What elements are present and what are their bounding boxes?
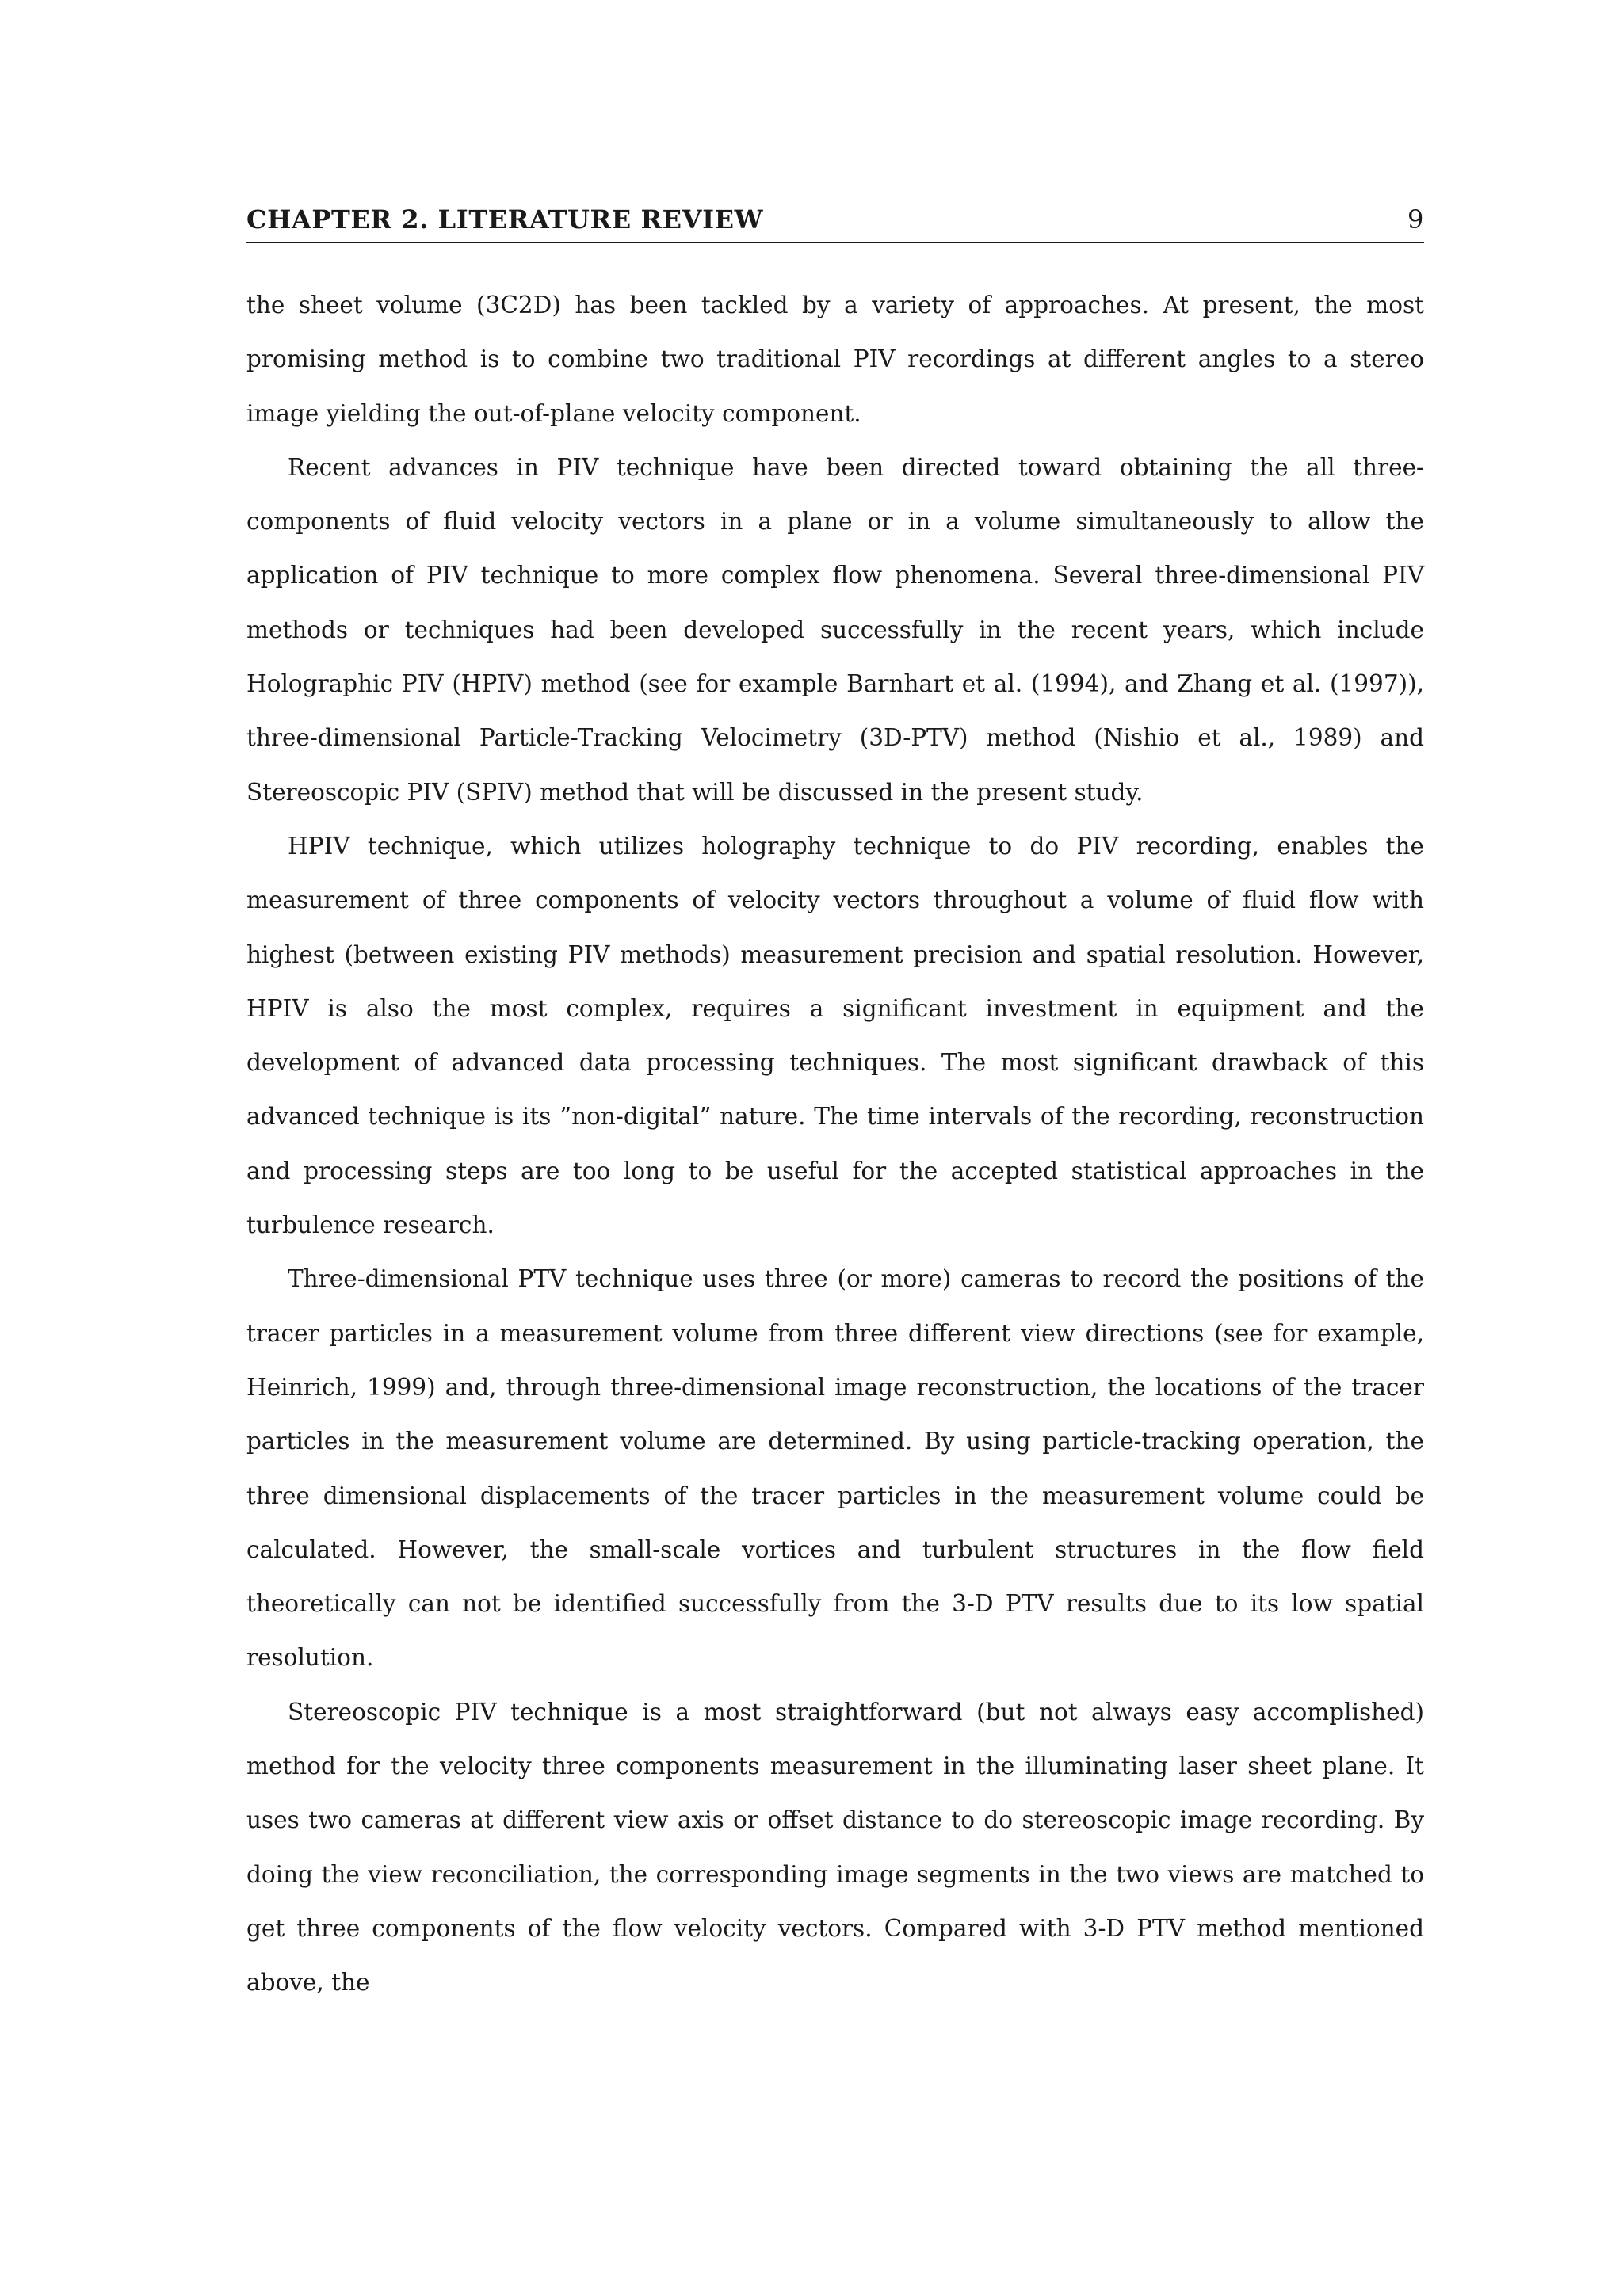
page-number: 9 [1407, 204, 1424, 235]
paragraph-hpiv: HPIV technique, which utilizes holography technique to do PIV recording, enables the measurement of three components of velocity vectors throughout a volume of fluid flow with highest (between existing PIV methods) measurement precision and spatial resolution. However, HPIV is also the most complex, requires a significant investment in equipment and the development of advanced data processing techniques. The most significant drawback of this advanced technique is its ”non-digital” nature. The time intervals of the recording, reconstruction and processing steps are too long to be useful for the accepted statistical approaches in the turbulence research. [246, 832, 1424, 1239]
page [246, 202, 1424, 2010]
running-header [246, 202, 1424, 243]
paragraph-stereoscopic-piv: Stereoscopic PIV technique is a most straightforward (but not always easy accomplished) method for the velocity three components measurement in the illuminating laser sheet plane. It uses two cameras at different view axis or offset distance to do stereoscopic image recording. By doing the view reconciliation, the corresponding image segments in the two views are matched to get three components of the flow velocity vectors. Compared with 3-D PTV method mentioned above, the [246, 1698, 1424, 1997]
paragraph-continuation: the sheet volume (3C2D) has been tackled by a variety of approaches. At present, the most promising method is to combine two traditional PIV recordings at different angles to a stereo image yielding the out-of-plane velocity component. [246, 292, 1424, 427]
body-text [246, 278, 1424, 2010]
chapter-title: CHAPTER 2. LITERATURE REVIEW [246, 204, 764, 235]
paragraph-recent-advances: Recent advances in PIV technique have been directed toward obtaining the all three-components of fluid velocity vectors in a plane or in a volume simultaneously to allow the application of PIV technique to more complex flow phenomena. Several three-dimensional PIV methods or techniques had been developed successfully in the recent years, which include Holographic PIV (HPIV) method (see for example Barnhart et al. (1994), and Zhang et al. (1997)), three-dimensional Particle-Tracking Velocimetry (3D-PTV) method (Nishio et al., 1989) and Stereoscopic PIV (SPIV) method that will be discussed in the present study. [246, 453, 1424, 806]
paragraph-3d-ptv: Three-dimensional PTV technique uses three (or more) cameras to record the positions of the tracer particles in a measurement volume from three different view directions (see for example, Heinrich, 1999) and, through three-dimensional image reconstruction, the locations of the tracer particles in the measurement volume are determined. By using particle-tracking operation, the three dimensional displacements of the tracer particles in the measurement volume could be calculated. However, the small-scale vortices and turbulent structures in the flow field theoretically can not be identified successfully from the 3-D PTV results due to its low spatial resolution. [246, 1265, 1424, 1672]
